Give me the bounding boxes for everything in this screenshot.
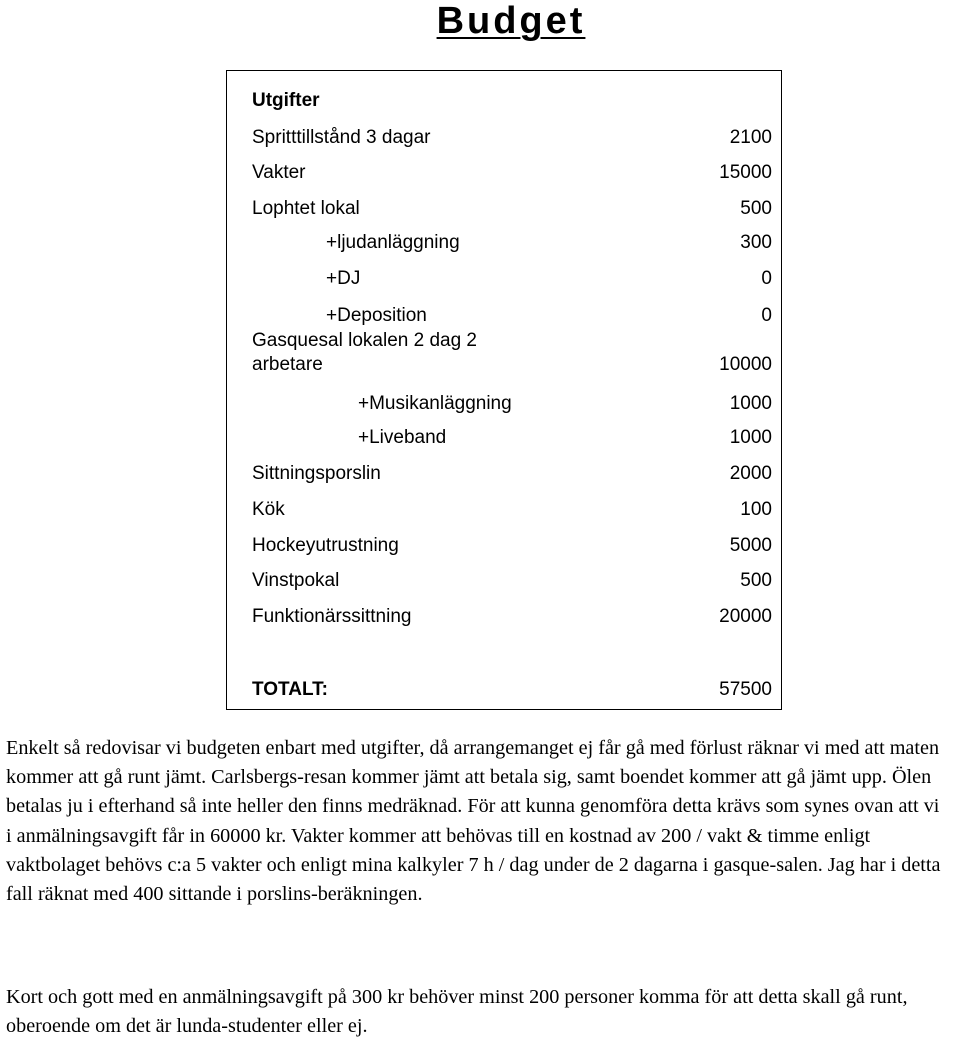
row-label-line1: Gasquesal lokalen 2 dag 2 — [252, 330, 477, 351]
explanation-paragraph: Enkelt så redovisar vi budgeten enbart med utgifter, då arrangemanget ej får gå med förlust räknar vi med att maten kommer att gå runt jämt. Carlsbergs-resan kommer jämt att betala sig, samt boendet kommer att gå jämt upp. Ölen betalas ju i efterhand så inte heller den finns medräknad. För att kunna genomföra detta krävs som synes ovan att vi i anmälningsavgift får in 60000 kr. Vakter kommer att behövas till en kostnad av 200 / vakt & timme enligt vaktbolaget behövs c:a 5 vakter och enligt mina kalkyler 7 h / dag under de 2 dagarna i gasque-salen. Jag har i detta fall räknat med 400 sittande i porslins-beräkningen. — [6, 737, 941, 906]
budget-row — [252, 304, 772, 328]
budget-row — [252, 126, 772, 150]
row-amount: 2000 — [729, 463, 772, 484]
row-label: Vakter — [252, 162, 306, 183]
row-amount: 500 — [740, 570, 772, 591]
row-label-line2: arbetare — [252, 354, 323, 375]
row-label: +Musikanläggning — [358, 393, 512, 414]
row-amount: 1000 — [729, 427, 772, 448]
row-amount: 1000 — [729, 393, 772, 414]
row-amount: 0 — [761, 268, 772, 289]
section-heading-utgifter: Utgifter — [252, 90, 320, 111]
total-amount: 57500 — [719, 679, 772, 700]
row-label: +Deposition — [326, 305, 427, 326]
total-label: TOTALT: — [252, 679, 328, 700]
budget-row — [252, 231, 772, 255]
row-label: Vinstpokal — [252, 570, 340, 591]
row-amount: 5000 — [729, 535, 772, 556]
row-label: Funktionärssittning — [252, 606, 412, 627]
budget-row — [252, 161, 772, 185]
budget-row — [252, 462, 772, 486]
budget-row — [252, 329, 772, 377]
budget-row — [252, 569, 772, 593]
budget-row — [252, 392, 772, 416]
row-amount: 500 — [740, 198, 772, 219]
row-label: Sittningsporslin — [252, 463, 381, 484]
row-label — [252, 329, 477, 377]
row-label: Hockeyutrustning — [252, 535, 399, 556]
row-amount: 100 — [740, 499, 772, 520]
total-row — [252, 678, 772, 702]
row-amount: 10000 — [719, 354, 772, 375]
page-title: Budget — [436, 0, 586, 42]
row-amount: 15000 — [719, 162, 772, 183]
row-label: +ljudanläggning — [326, 232, 460, 253]
row-amount: 20000 — [719, 606, 772, 627]
row-label: +Liveband — [358, 427, 447, 448]
budget-row — [252, 426, 772, 450]
row-amount: 2100 — [729, 127, 772, 148]
budget-row — [252, 197, 772, 221]
budget-row — [252, 267, 772, 291]
row-amount: 300 — [740, 232, 772, 253]
budget-row — [252, 605, 772, 629]
summary-paragraph: Kort och gott med en anmälningsavgift på 300 kr behöver minst 200 personer komma för att detta skall gå runt, oberoende om det är lunda-studenter eller ej. — [6, 986, 908, 1038]
row-label: Lophtet lokal — [252, 198, 360, 219]
budget-row — [252, 534, 772, 558]
row-label: Kök — [252, 499, 285, 520]
row-label: Spritttillstånd 3 dagar — [252, 127, 431, 148]
row-label: +DJ — [326, 268, 361, 289]
budget-row — [252, 498, 772, 522]
row-amount: 0 — [761, 305, 772, 326]
